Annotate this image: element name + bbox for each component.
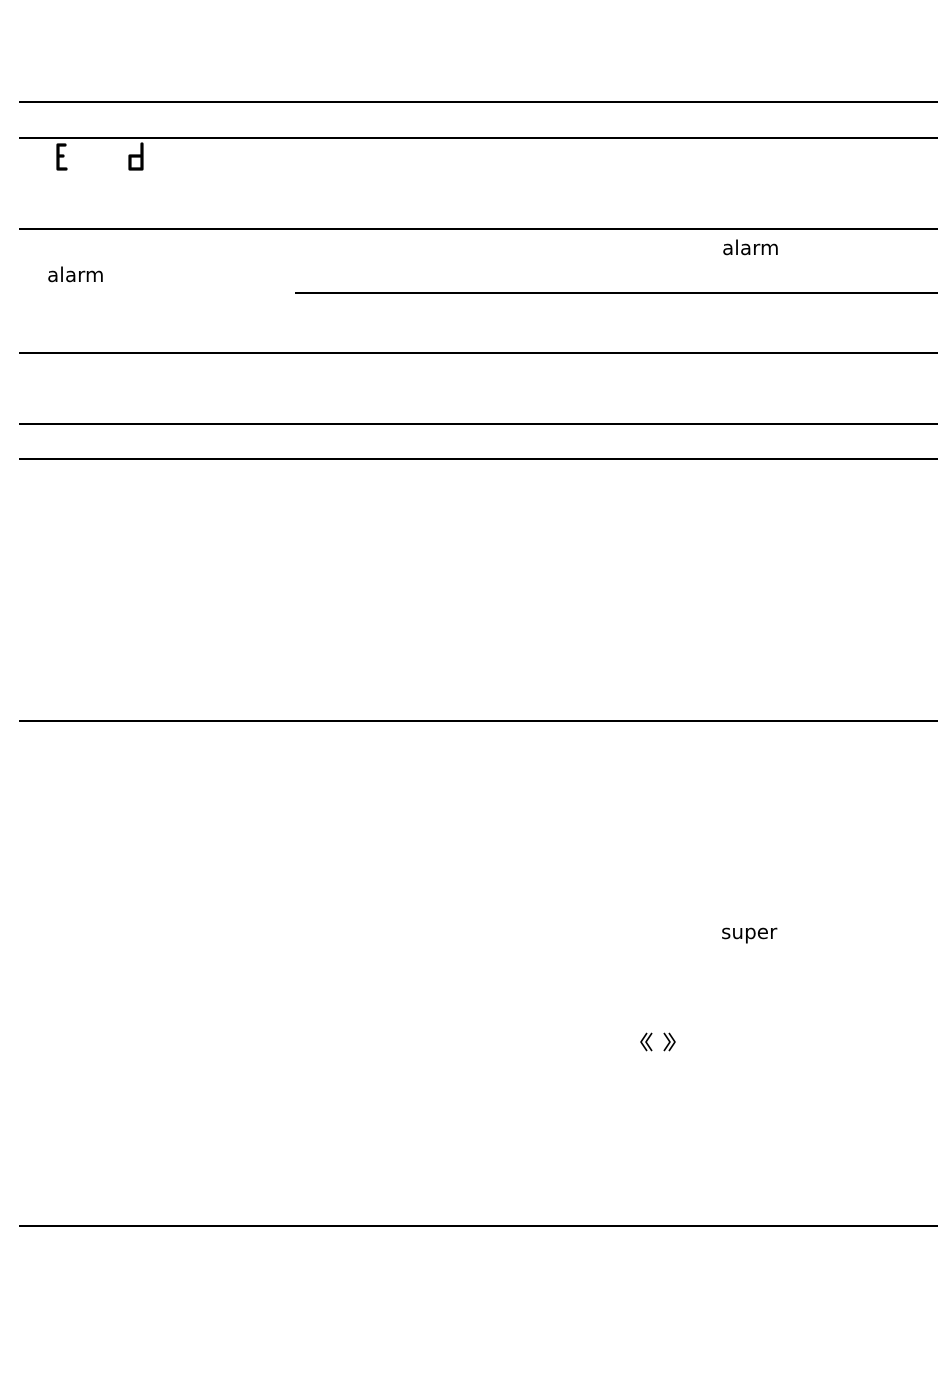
table-rule-subrow (295, 292, 938, 294)
alarm-label-left: alarm (47, 263, 105, 287)
segment-display-e-icon (48, 141, 88, 173)
table-rule-row3-bottom (19, 423, 938, 425)
table-rule-row1-bottom (19, 228, 938, 230)
table-rule-section-row1-bottom (19, 720, 938, 722)
double-chevron-left-right-icon (637, 1028, 679, 1056)
super-label: super (721, 920, 778, 944)
table-rule-top (19, 101, 938, 103)
table-rule-header-bottom (19, 137, 938, 139)
table-rule-section-row2-bottom (19, 1225, 938, 1227)
table-rule-section-top (19, 458, 938, 460)
segment-display-d-icon (120, 141, 160, 173)
alarm-label-right: alarm (722, 236, 780, 260)
table-rule-row2-bottom (19, 352, 938, 354)
